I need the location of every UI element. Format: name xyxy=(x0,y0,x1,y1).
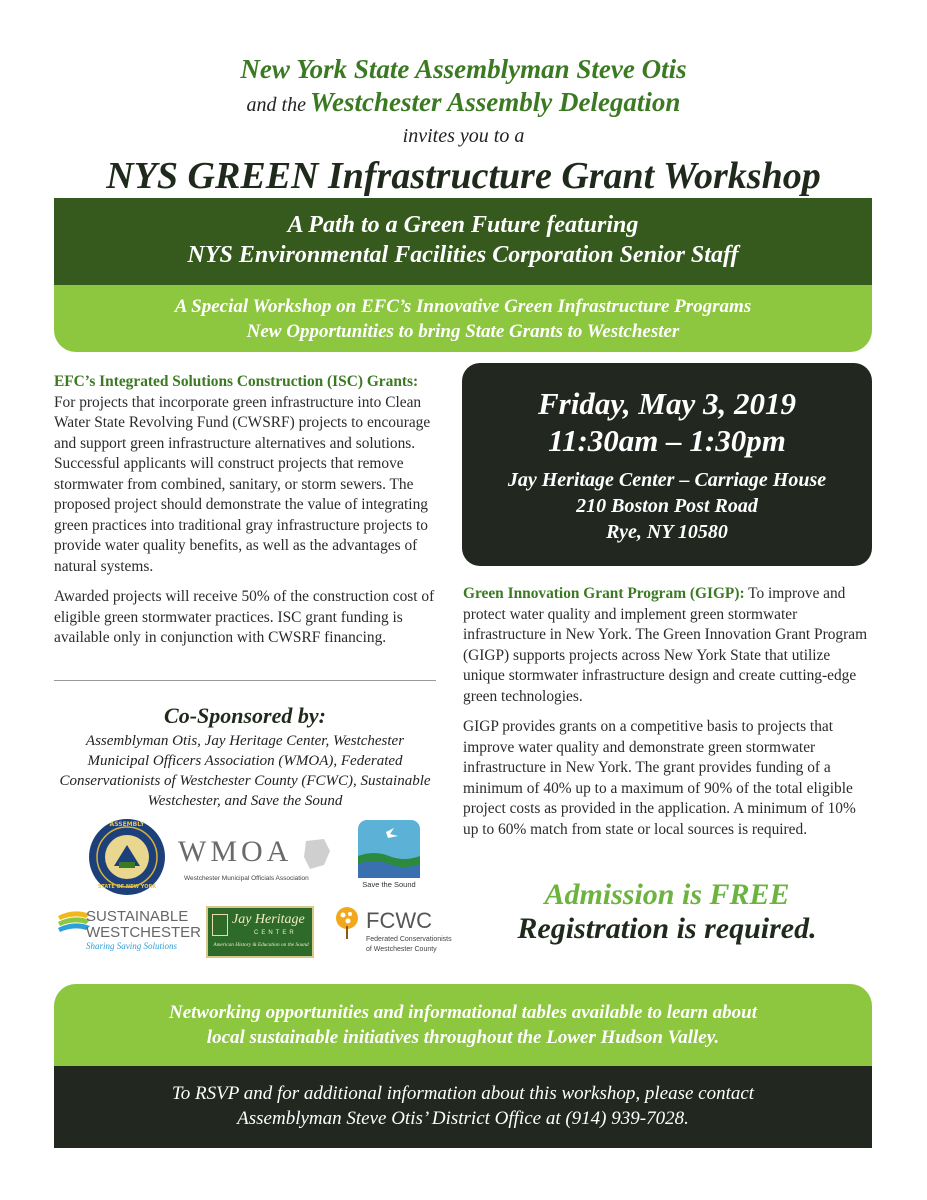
event-city: Rye, NY 10580 xyxy=(606,521,728,543)
wmoa-logo xyxy=(178,835,336,887)
wmoa-text: WMOA xyxy=(178,835,293,868)
save-the-sound-text: Save the Sound xyxy=(362,880,416,889)
networking-line-2: local sustainable initiatives throughout the Lower Hudson Valley. xyxy=(206,1027,720,1048)
sw-line-2: WESTCHESTER xyxy=(86,924,202,941)
isc-section xyxy=(54,372,440,659)
gigp-paragraph-1 xyxy=(463,584,871,707)
header-invite: invites you to a xyxy=(402,125,525,147)
jay-heritage-name: Jay Heritage xyxy=(232,912,305,927)
header-delegation xyxy=(0,86,927,123)
fcwc-text: FCWC xyxy=(366,908,432,933)
jay-heritage-center: CENTER xyxy=(254,930,297,936)
header xyxy=(0,52,927,201)
isc-paragraph-2: Awarded projects will receive 50% of the construction cost of eligible green stormwater practices. ISC grant funding is available only in conjunction with CWSRF financing. xyxy=(54,588,435,646)
event-location xyxy=(462,467,872,545)
sustainable-westchester-logo xyxy=(56,906,202,956)
cosponsors-title: Co-Sponsored by: xyxy=(164,703,326,728)
feature-line-1: A Path to a Green Future featuring xyxy=(287,212,639,238)
seal-bottom-text: STATE OF NEW YORK xyxy=(97,884,157,890)
jay-heritage-logo xyxy=(206,906,314,958)
subtitle-line-1: A Special Workshop on EFC’s Innovative Green Infrastructure Programs xyxy=(174,296,752,317)
isc-paragraph-1 xyxy=(54,372,440,577)
gigp-title: Green Innovation Grant Program (GIGP): xyxy=(463,585,745,602)
subtitle-line-2: New Opportunities to bring State Grants to Westchester xyxy=(246,321,680,342)
feature-banner xyxy=(54,198,872,285)
gigp-body: To improve and protect water quality and implement green stormwater infrastructure in New York. The Green Innovation Grant Program (GIGP) supports projects across New York State that utilize unique stormwater infrastructure design and create cutting-edge green technologies. xyxy=(463,585,868,705)
page-title: NYS GREEN Infrastructure Grant Workshop xyxy=(106,155,821,197)
wmoa-subtitle: Westchester Municipal Officials Association xyxy=(184,875,309,882)
isc-title: EFC’s Integrated Solutions Construction (ISC) Grants: xyxy=(54,373,419,390)
save-the-sound-logo xyxy=(358,820,420,892)
header-delegation-name: Westchester Assembly Delegation xyxy=(309,87,681,117)
event-date: Friday, May 3, 2019 xyxy=(537,386,797,421)
event-details-box xyxy=(462,363,872,566)
gigp-paragraph-2: GIGP provides grants on a competitive basis to projects that improve water quality and demonstrate green stormwater infrastructure in New York. The grant provides funding of a minimum of 40% up to a maximum of 90% of the total eligible project costs as provided in the application. A minimum of 10% up to 60% match from state or local sources is required. xyxy=(463,718,856,838)
section-divider xyxy=(54,680,436,681)
fcwc-logo xyxy=(332,906,452,960)
sw-line-1: SUSTAINABLE xyxy=(86,908,189,925)
event-time: 11:30am – 1:30pm xyxy=(548,423,786,458)
isc-body: For projects that incorporate green infrastructure into Clean Water State Revolving Fund (CWSRF) projects to encourage and support green infrastructure alternatives and solutions. Successful applicants will construct projects that remove stormwater from combined, sanitary, or storm sewers. The proposed project should demonstrate the value of integrating green practices into traditional gray infrastructure projects to provide water quality benefits, as well as the advantages of natural systems. xyxy=(54,393,431,575)
fcwc-subtitle-1: Federated Conservationists xyxy=(366,936,452,943)
admission-free: Admission is FREE xyxy=(544,878,790,911)
cosponsors-section xyxy=(54,703,436,811)
header-sponsor: New York State Assemblyman Steve Otis xyxy=(240,54,687,84)
registration-required: Registration is required. xyxy=(517,912,817,945)
admission-block xyxy=(462,878,872,946)
cosponsors-list: Assemblyman Otis, Jay Heritage Center, Westchester Municipal Officers Association (WMOA), Federated Conservationists of Westchester County (FCWC), Sustainable Westchester, and Save the Sound xyxy=(59,733,431,809)
networking-line-1: Networking opportunities and informational tables available to learn about xyxy=(168,1002,758,1023)
subtitle-banner xyxy=(54,285,872,352)
rsvp-line-2: Assemblyman Steve Otis’ District Office at (914) 939-7028. xyxy=(237,1108,689,1129)
jay-heritage-building-icon xyxy=(212,914,228,936)
assembly-seal-logo xyxy=(88,818,166,896)
event-address: 210 Boston Post Road xyxy=(576,495,758,517)
header-and-the: and the xyxy=(246,94,306,116)
sw-tagline: Sharing Saving Solutions xyxy=(86,941,178,951)
networking-banner xyxy=(54,984,872,1066)
gigp-section xyxy=(463,584,871,850)
feature-line-2: NYS Environmental Facilities Corporation Senior Staff xyxy=(187,242,739,268)
rsvp-banner xyxy=(54,1066,872,1148)
jay-heritage-tagline: American History & Education on the Sound xyxy=(213,942,309,948)
event-venue: Jay Heritage Center – Carriage House xyxy=(507,469,827,491)
rsvp-line-1: To RSVP and for additional information about this workshop, please contact xyxy=(171,1083,755,1104)
seal-top-text: ASSEMBLY xyxy=(109,821,145,828)
fcwc-subtitle-2: of Westchester County xyxy=(366,946,437,953)
